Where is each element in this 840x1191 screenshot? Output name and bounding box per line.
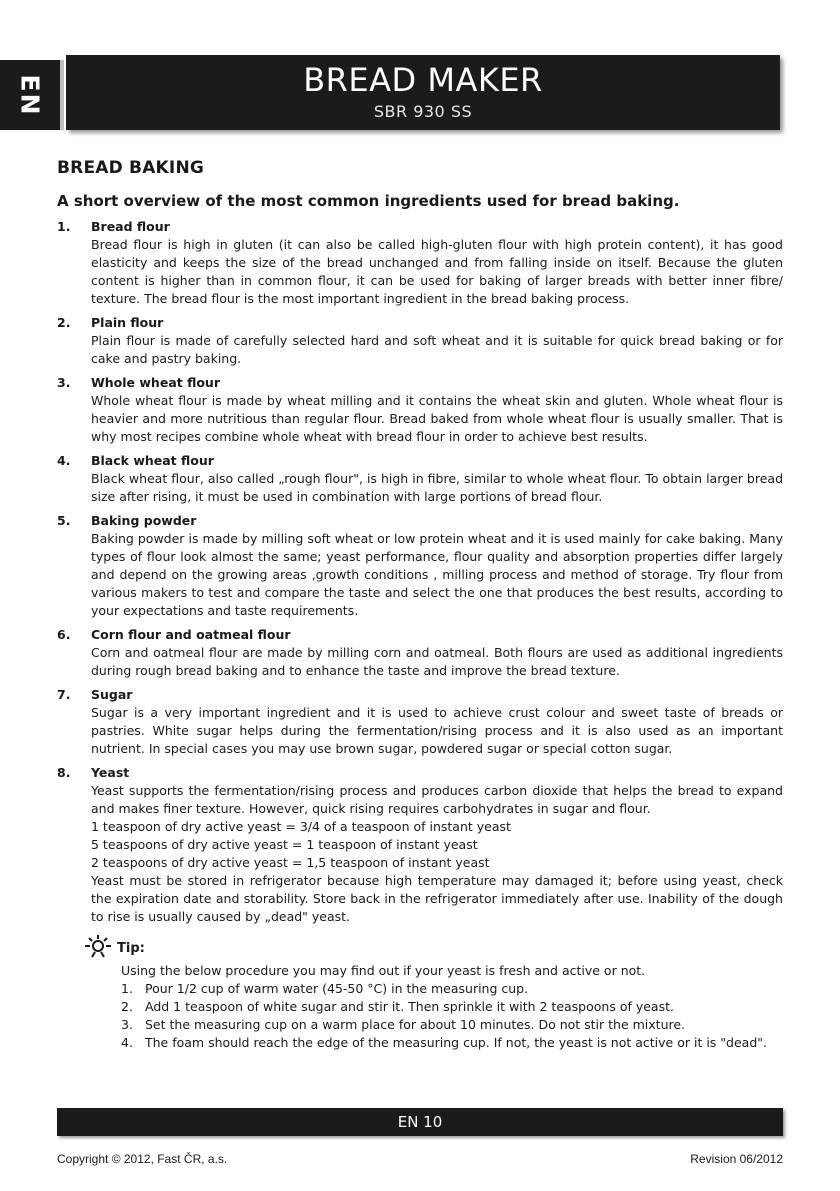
item-text: Baking powder is made by milling soft wheat or low protein wheat and it is used mainly for cake baking. Many types of flour look almost the same; yeast performance, flour quality and absorption properties differ largely and depend on the growing areas ,growth conditions , milling process and method of storage. Try flour from various makers to test and compare the taste and select the one that produces the best results, according to your expectations and taste requirements. xyxy=(91,531,783,618)
lightbulb-icon xyxy=(83,934,113,962)
ingredient-item xyxy=(57,218,783,308)
tip-intro: Using the below procedure you may find out if your yeast is fresh and active or not. xyxy=(121,963,646,978)
section-subtitle: A short overview of the most common ingredients used for bread baking. xyxy=(57,192,680,210)
language-tab xyxy=(0,60,64,130)
item-text: Yeast must be stored in refrigerator because high temperature may damaged it; before using yeast, check the expiration date and storability. Store back in the refrigerator immediately after use. Inability of the dough to rise is usually caused by „dead" yeast. xyxy=(91,873,783,924)
yeast-conversion-line: 2 teaspoons of dry active yeast = 1,5 teaspoon of instant yeast xyxy=(91,855,490,870)
item-number: 7. xyxy=(57,687,71,702)
item-text: Black wheat flour, also called „rough flour", is high in fibre, similar to whole wheat flour. To obtain larger bread size after rising, it must be used in combination with large portions of bread flour. xyxy=(91,471,783,504)
main-content xyxy=(57,158,783,1052)
item-title: Whole wheat flour xyxy=(91,375,220,390)
item-text: Sugar is a very important ingredient and it is used to achieve crust colour and sweet taste of breads or pastries. White sugar helps during the fermentation/rising process and it is also used as an important nutrient. In special cases you may use brown sugar, powdered sugar or special cotton sugar. xyxy=(91,705,783,756)
model-number: SBR 930 SS xyxy=(373,102,473,121)
tip-step-number: 1. xyxy=(121,981,133,996)
ingredient-item xyxy=(57,626,783,680)
item-number: 6. xyxy=(57,627,71,642)
tip-label: Tip: xyxy=(117,940,145,956)
item-number: 5. xyxy=(57,513,71,528)
tip-step-number: 4. xyxy=(121,1035,133,1050)
copyright-text: Copyright © 2012, Fast ČR, a.s. xyxy=(57,1152,228,1166)
tip-step xyxy=(121,980,783,998)
item-number: 2. xyxy=(57,315,71,330)
item-title: Black wheat flour xyxy=(91,453,214,468)
ingredient-item xyxy=(57,686,783,758)
item-text: Plain flour is made of carefully selected hard and soft wheat and it is suitable for quick bread baking or for cake and pastry baking. xyxy=(91,333,783,366)
tip-step xyxy=(121,1016,783,1034)
tip-step-number: 3. xyxy=(121,1017,133,1032)
tip-step-number: 2. xyxy=(121,999,133,1014)
header-bar xyxy=(66,55,780,130)
tip-step-text: The foam should reach the edge of the measuring cup. If not, the yeast is not active or it is "dead". xyxy=(145,1035,767,1050)
item-number: 3. xyxy=(57,375,71,390)
item-text: Bread flour is high in gluten (it can also be called high-gluten flour with high protein content), it has good elasticity and keeps the size of the bread unchanged and from falling inside on itself. Because the gluten content is higher than in common flour, it can be used for baking of larger breads with better inner fibre/ texture. The bread flour is the most important ingredient in the bread baking process. xyxy=(91,237,783,306)
ingredient-item xyxy=(57,314,783,368)
item-text: Whole wheat flour is made by wheat milling and it contains the wheat skin and gluten. Whole wheat flour is heavier and more nutritious than regular flour. Bread baked from whole wheat flour is usually smaller. That is why most recipes combine whole wheat with bread flour in order to achieve best results. xyxy=(91,393,783,444)
item-number: 4. xyxy=(57,453,71,468)
ingredient-item-yeast xyxy=(57,764,783,926)
item-number: 8. xyxy=(57,765,71,780)
item-title: Baking powder xyxy=(91,513,197,528)
revision-text: Revision 06/2012 xyxy=(690,1152,783,1166)
item-title: Plain flour xyxy=(91,315,164,330)
ingredient-item xyxy=(57,452,783,506)
item-text: Corn and oatmeal flour are made by milling corn and oatmeal. Both flours are used as additional ingredients during rough bread baking and to enhance the taste and improve the bread texture. xyxy=(91,645,783,678)
tip-step xyxy=(121,1034,783,1052)
ingredient-item xyxy=(57,374,783,446)
item-title: Sugar xyxy=(91,687,133,702)
section-title: BREAD BAKING xyxy=(57,158,205,178)
item-number: 1. xyxy=(57,219,71,234)
page-title: BREAD MAKER xyxy=(303,61,543,99)
yeast-conversion-line: 5 teaspoons of dry active yeast = 1 teaspoon of instant yeast xyxy=(91,837,478,852)
item-title: Corn flour and oatmeal flour xyxy=(91,627,291,642)
item-title: Yeast xyxy=(91,765,130,780)
item-text: Yeast supports the fermentation/rising process and produces carbon dioxide that helps the bread to expand and makes finer texture. However, quick rising requires carbohydrates in sugar and flour. xyxy=(91,783,783,816)
yeast-conversion-line: 1 teaspoon of dry active yeast = 3/4 of a teaspoon of instant yeast xyxy=(91,819,511,834)
footer-bar xyxy=(57,1108,783,1136)
tip-step-text: Add 1 teaspoon of white sugar and stir it. Then sprinkle it with 2 teaspoons of yeast. xyxy=(145,999,674,1014)
ingredient-item xyxy=(57,512,783,620)
item-title: Bread flour xyxy=(91,219,170,234)
tip-step xyxy=(121,998,783,1016)
tip-box xyxy=(83,934,783,1052)
language-label: EN xyxy=(15,73,45,117)
page-number: EN 10 xyxy=(397,1113,443,1131)
tip-step-text: Set the measuring cup on a warm place for about 10 minutes. Do not stir the mixture. xyxy=(145,1017,686,1032)
tip-step-text: Pour 1/2 cup of warm water (45-50 °C) in the measuring cup. xyxy=(145,981,529,996)
